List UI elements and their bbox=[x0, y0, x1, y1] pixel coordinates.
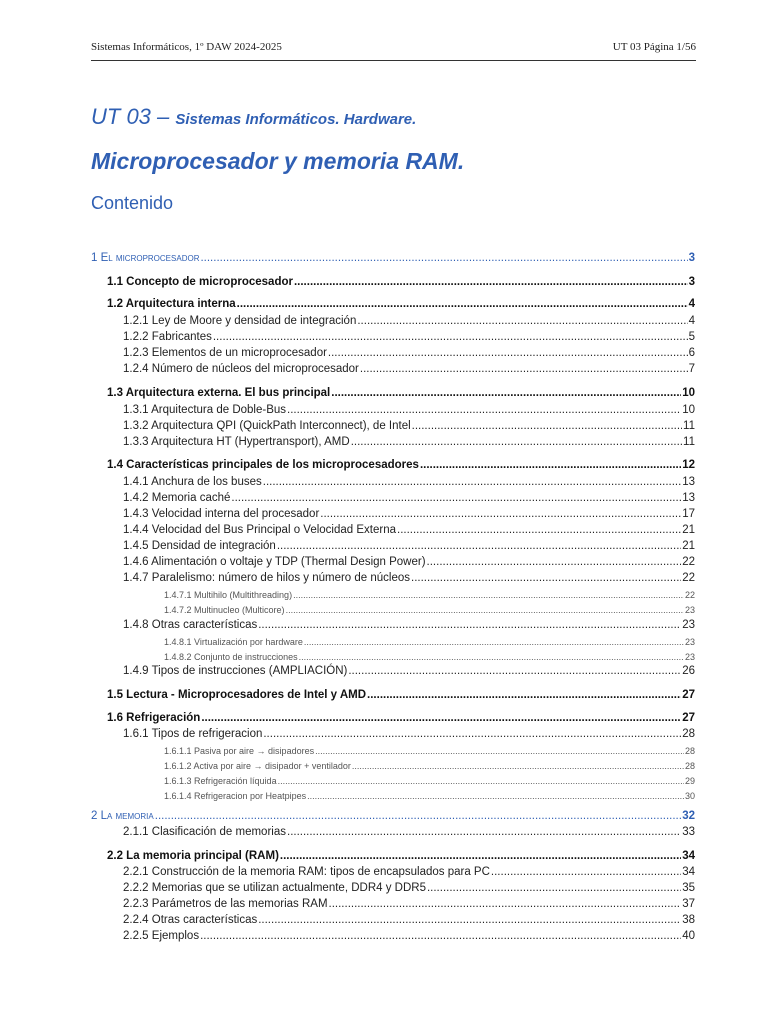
toc-entry-level4[interactable]: 1.6.1.1 Pasiva por aire → disipadores ..... 28 bbox=[164, 746, 695, 756]
toc-heading: Contenido bbox=[91, 193, 174, 213]
toc-entry-level3[interactable]: 1.2.3 Elementos de un microprocesador ..... 6 bbox=[123, 347, 695, 359]
toc-entry-level3[interactable]: 1.2.1 Ley de Moore y densidad de integración ..... 4 bbox=[123, 315, 695, 327]
toc-entry-level3[interactable]: 1.4.4 Velocidad del Bus Principal o Velocidad Externa ..... 21 bbox=[123, 524, 695, 536]
page-header bbox=[91, 41, 696, 53]
header-divider bbox=[91, 60, 696, 61]
toc-entry-level3[interactable]: 1.3.3 Arquitectura HT (Hypertransport), AMD ..... 11 bbox=[123, 436, 695, 448]
toc-entry-level3[interactable]: 2.2.2 Memorias que se utilizan actualmente, DDR4 y DDR5 ..... 35 bbox=[123, 882, 695, 894]
toc-entry-level3[interactable]: 1.6.1 Tipos de refrigeracion ..... 28 bbox=[123, 728, 695, 740]
toc-entry-level2[interactable]: 1.1 Concepto de microprocesador ..... 3 bbox=[107, 276, 695, 288]
toc-entry-level3[interactable]: 2.2.4 Otras características ..... 38 bbox=[123, 914, 695, 926]
toc-entry-level4[interactable]: 1.6.1.3 Refrigeración líquida ..... 29 bbox=[164, 776, 695, 786]
toc-entry-level3[interactable]: 1.4.9 Tipos de instrucciones (AMPLIACIÓN) ..... 26 bbox=[123, 665, 695, 677]
toc-entry-level3[interactable]: 1.3.2 Arquitectura QPI (QuickPath Interconnect), de Intel ..... 11 bbox=[123, 420, 695, 432]
unit-label: UT 03 – bbox=[91, 104, 176, 129]
toc-entry-level4[interactable]: 1.4.8.1 Virtualización por hardware ..... 23 bbox=[164, 637, 695, 647]
toc-entry-level2[interactable]: 1.3 Arquitectura externa. El bus principal ..... 10 bbox=[107, 387, 695, 399]
toc-entry-level3[interactable]: 1.4.3 Velocidad interna del procesador ..... 17 bbox=[123, 508, 695, 520]
toc-entry-level3[interactable]: 1.4.2 Memoria caché ..... 13 bbox=[123, 492, 695, 504]
toc-entry-level3[interactable]: 1.4.7 Paralelismo: número de hilos y número de núcleos ..... 22 bbox=[123, 572, 695, 584]
unit-subtitle: Sistemas Informáticos. Hardware. bbox=[175, 111, 417, 128]
header-course: Sistemas Informáticos, 1º DAW 2024-2025 bbox=[91, 41, 282, 53]
header-page-number: UT 03 Página 1/56 bbox=[612, 41, 696, 53]
toc-entry-level2[interactable]: 1.4 Características principales de los microprocesadores ..... 12 bbox=[107, 459, 695, 471]
unit-title bbox=[91, 104, 416, 130]
toc-entry-level3[interactable]: 1.4.5 Densidad de integración ..... 21 bbox=[123, 540, 695, 552]
toc-entry-level2[interactable]: 2.2 La memoria principal (RAM) ..... 34 bbox=[107, 850, 695, 862]
toc-entry-level3[interactable]: 1.2.4 Número de núcleos del microprocesador ..... 7 bbox=[123, 363, 695, 375]
toc-entry-level3[interactable]: 2.2.3 Parámetros de las memorias RAM ..... 37 bbox=[123, 898, 695, 910]
toc-entry-level3[interactable]: 1.4.8 Otras características ..... 23 bbox=[123, 619, 695, 631]
toc-entry-level3[interactable]: 1.4.1 Anchura de los buses ..... 13 bbox=[123, 476, 695, 488]
toc-entry-level4[interactable]: 1.4.7.2 Multinucleo (Multicore) ..... 23 bbox=[164, 605, 695, 615]
document-title: Microprocesador y memoria RAM. bbox=[91, 148, 465, 174]
toc-entry-level3[interactable]: 2.2.1 Construcción de la memoria RAM: tipos de encapsulados para PC ..... 34 bbox=[123, 866, 695, 878]
toc-entry-level4[interactable]: 1.4.8.2 Conjunto de instrucciones ..... 23 bbox=[164, 652, 695, 662]
toc-entry-level1[interactable]: 2 La memoria ..... 32 bbox=[91, 810, 695, 822]
toc-entry-level3[interactable]: 2.1.1 Clasificación de memorias ..... 33 bbox=[123, 826, 695, 838]
toc-entry-level3[interactable]: 1.3.1 Arquitectura de Doble-Bus ..... 10 bbox=[123, 404, 695, 416]
toc-entry-level2[interactable]: 1.6 Refrigeración ..... 27 bbox=[107, 712, 695, 724]
toc-entry-level3[interactable]: 1.4.6 Alimentación o voltaje y TDP (Thermal Design Power) ..... 22 bbox=[123, 556, 695, 568]
toc-entry-level3[interactable]: 2.2.5 Ejemplos ..... 40 bbox=[123, 930, 695, 942]
toc-entry-level4[interactable]: 1.6.1.4 Refrigeracion por Heatpipes ..... 30 bbox=[164, 791, 695, 801]
toc-entry-level2[interactable]: 1.5 Lectura - Microprocesadores de Intel y AMD ..... 27 bbox=[107, 689, 695, 701]
toc-entry-level4[interactable]: 1.4.7.1 Multihilo (Multithreading) ..... 22 bbox=[164, 590, 695, 600]
toc-entry-level2[interactable]: 1.2 Arquitectura interna ..... 4 bbox=[107, 298, 695, 310]
toc-entry-level4[interactable]: 1.6.1.2 Activa por aire → disipador + ventilador ..... 28 bbox=[164, 761, 695, 771]
toc-entry-level1[interactable]: 1 El microprocesador ..... 3 bbox=[91, 252, 695, 264]
toc-entry-level3[interactable]: 1.2.2 Fabricantes ..... 5 bbox=[123, 331, 695, 343]
